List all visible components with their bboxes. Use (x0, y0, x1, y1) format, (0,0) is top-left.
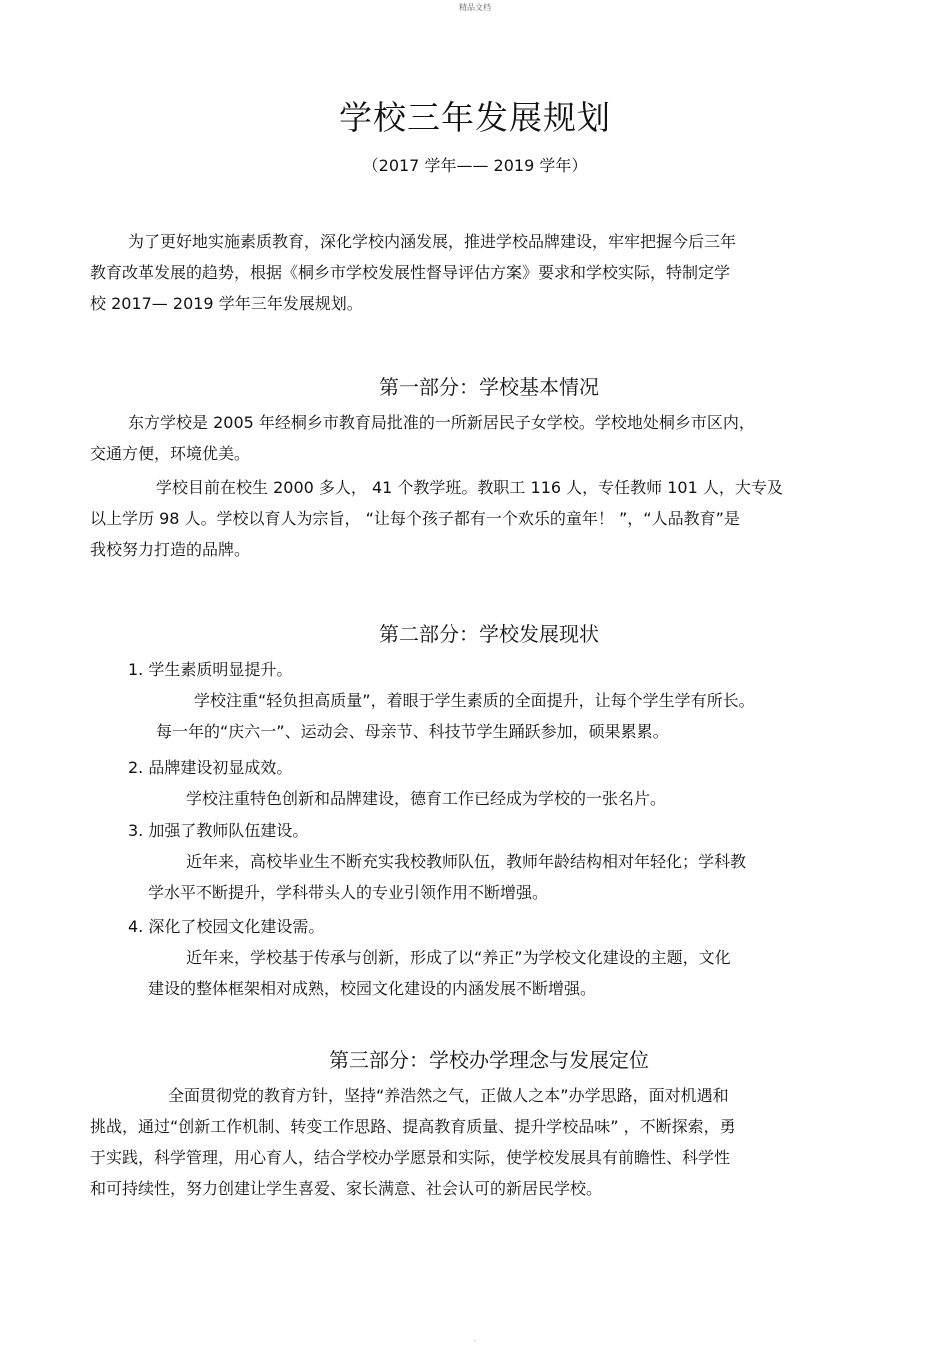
section3-line: 和可持续性，努力创建让学生喜爱、家长满意、社会认可的新居民学校。 (90, 1179, 603, 1198)
list-item-body: 学水平不断提升，学科带头人的专业引领作用不断增强。 (148, 883, 549, 902)
section1-line: 以上学历 98 人。学校以育人为宗旨， “让每个孩子都有一个欢乐的童年！ ”，“人品教育”是 (90, 509, 740, 528)
section2-item-3 (90, 815, 870, 908)
section2-item-2 (90, 752, 870, 814)
list-item-body: 每一年的“庆六一”、运动会、母亲节、科技节学生踊跃参加，硕果累累。 (156, 722, 669, 741)
section1-title: 第一部分：学校基本情况 (379, 375, 599, 399)
list-item-body: 学校注重特色创新和品牌建设，德育工作已经成为学校的一张名片。 (186, 789, 667, 808)
section3-paragraph (90, 1080, 870, 1204)
section1-line: 学校目前在校生 2000 多人， 41 个教学班。教职工 116 人，专任教师 101 人，大专及 (156, 478, 783, 497)
section3-line: 挑战，通过“创新工作机制、转变工作思路、提高教育质量、提升学校品味” ，不断探索，勇 (90, 1117, 736, 1136)
section2-item-1 (90, 654, 870, 747)
list-item-body: 近年来，学校基于传承与创新，形成了以“养正”为学校文化建设的主题，文化 (186, 948, 731, 967)
document-title: 学校三年发展规划 (339, 98, 611, 137)
list-item-heading: 4. 深化了校园文化建设需。 (128, 917, 325, 936)
document-subtitle: （2017 学年—— 2019 学年） (362, 156, 588, 175)
section1-line: 东方学校是 2005 年经桐乡市教育局批准的一所新居民子女学校。学校地处桐乡市区内， (128, 413, 755, 432)
list-item-body: 近年来，高校毕业生不断充实我校教师队伍，教师年龄结构相对年轻化；学科教 (186, 852, 747, 871)
section3-title: 第三部分：学校办学理念与发展定位 (329, 1048, 649, 1072)
section1-line: 我校努力打造的品牌。 (90, 540, 251, 559)
list-item-heading: 3. 加强了教师队伍建设。 (128, 821, 309, 840)
section2-title: 第二部分：学校发展现状 (379, 622, 599, 646)
list-item-body: 学校注重“轻负担高质量”，着眼于学生素质的全面提升，让每个学生学有所长。 (194, 691, 755, 710)
intro-line: 教育改革发展的趋势，根据《桐乡市学校发展性督导评估方案》要求和学校实际，特制定学 (90, 263, 731, 282)
section3-line: 于实践，科学管理，用心育人，结合学校办学愿景和实际，使学校发展具有前瞻性、科学性 (90, 1148, 731, 1167)
list-item-body: 建设的整体框架相对成熟，校园文化建设的内涵发展不断增强。 (148, 979, 597, 998)
list-item-heading: 1. 学生素质明显提升。 (128, 660, 293, 679)
section1-paragraph-1 (90, 407, 870, 469)
intro-line: 校 2017— 2019 学年三年发展规划。 (90, 294, 363, 313)
footer-mark: . (473, 1334, 477, 1343)
intro-line: 为了更好地实施素质教育，深化学校内涵发展，推进学校品牌建设，牢牢把握今后三年 (128, 232, 737, 251)
intro-paragraph (90, 226, 870, 319)
list-item-heading: 2. 品牌建设初显成效。 (128, 758, 293, 777)
header-watermark: 精品文档 (459, 3, 491, 12)
section1-paragraph-2 (90, 472, 870, 565)
section3-line: 全面贯彻党的教育方针，坚持“养浩然之气，正做人之本”办学思路，面对机遇和 (168, 1086, 729, 1105)
section2-item-4 (90, 911, 870, 1004)
section1-line: 交通方便，环境优美。 (90, 444, 251, 463)
